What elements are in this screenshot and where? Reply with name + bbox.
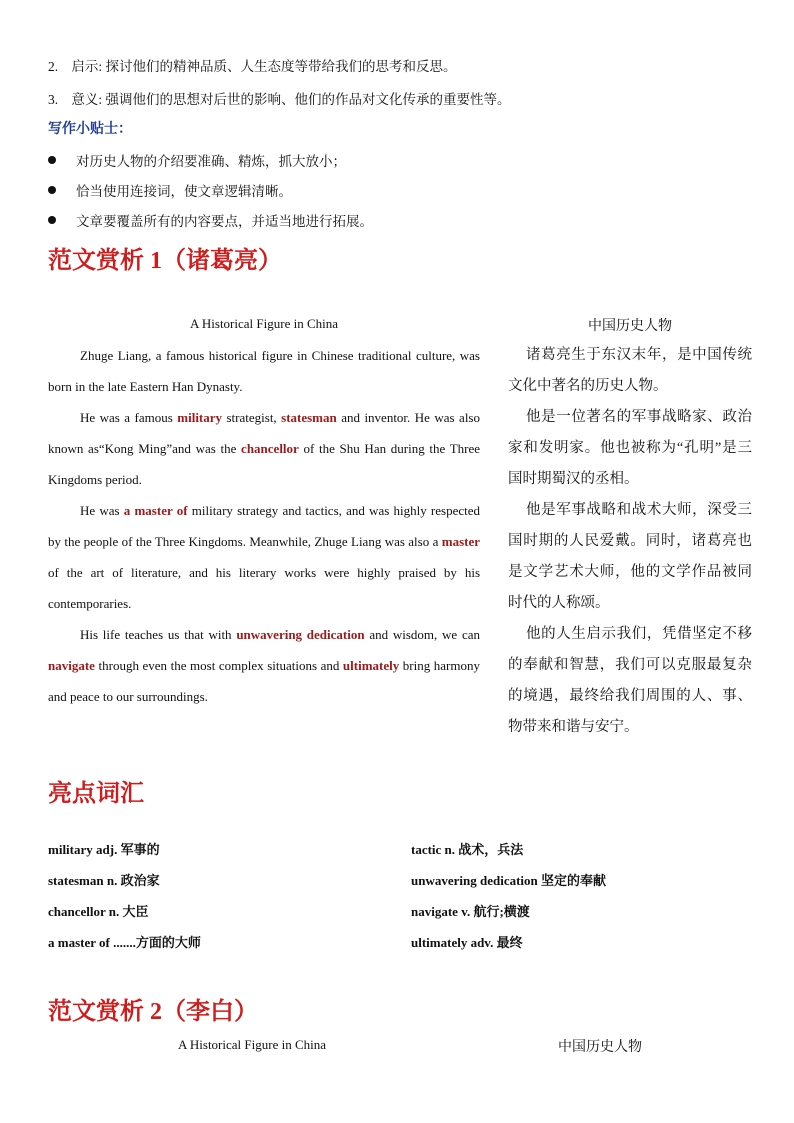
sample1-zh-column [508,340,752,743]
bullet-icon [48,186,56,194]
vocab-item: unwavering dedication 坚定的奉献 [411,873,607,888]
zh-paragraph: 他是军事战略和战术大师，深受三国时期的人民爱戴。同时，诸葛亮也是文学艺术大师，他的文学作品被同时代的人称颂。 [508,502,752,611]
tips-title: 写作小贴士： [48,122,132,137]
vocab-item: tactic n. 战术，兵法 [411,842,524,857]
tips-item-text: 恰当使用连接词，使文章逻辑清晰。 [76,184,292,199]
tips-item [48,180,292,200]
vocab-item: military adj. 军事的 [48,842,160,857]
vocab-heading: 亮点词汇 [48,781,144,807]
highlight-word: a master of [123,503,188,518]
vocab-item: a master of .......方面的大师 [48,935,201,950]
sample2-zh-title: 中国历史人物 [558,1040,642,1055]
highlight-word: statesman [281,410,337,425]
en-paragraph [48,495,480,619]
en-text: of the Shu Han during the Three Kingdoms period. [48,441,481,487]
sample1-zh-title: 中国历史人物 [588,319,672,334]
intro-number: 3. [48,92,59,107]
en-text: He was a famous [80,410,178,425]
intro-number: 2. [48,59,59,74]
tips-item [48,150,346,170]
en-text: and inventor. He was also known as“Kong Ming”and was the [48,410,480,456]
sample2-en-title: A Historical Figure in China [177,1037,327,1052]
highlight-word: chancellor [241,441,299,456]
vocab-item: navigate v. 航行;横渡 [411,904,530,919]
en-text: of the art of literature, and his literary works were highly praised by his contemporaries. [48,565,480,611]
sample1-en-title: A Historical Figure in China [189,316,339,331]
tips-item [48,210,373,230]
intro-text: 启示: 探讨他们的精神品质、人生态度等带给我们的思考和反思。 [71,59,457,74]
en-text: His life teaches us that with [80,627,237,642]
en-paragraph [48,619,480,712]
highlight-word: ultimately [342,658,400,673]
sample1-en-column [48,340,480,712]
highlight-word: military [177,410,223,425]
en-text: through even the most complex situations and [94,658,343,673]
zh-paragraph: 他的人生启示我们，凭借坚定不移的奉献和智慧，我们可以克服最复杂的境遇，最终给我们周围的人、事、物带来和谐与安宁。 [508,626,752,735]
vocab-item: ultimately adv. 最终 [411,935,523,950]
bullet-icon [48,156,56,164]
intro-line-2 [48,55,457,75]
sample2-heading: 范文赏析 2（李白） [48,999,258,1025]
en-text: and wisdom, we can [364,627,480,642]
zh-paragraph: 诸葛亮生于东汉末年，是中国传统文化中著名的历史人物。 [508,347,752,394]
tips-item-text: 对历史人物的介绍要准确、精炼，抓大放小； [76,154,346,169]
highlight-word: master [441,534,480,549]
bullet-icon [48,216,56,224]
highlight-word: unwavering dedication [236,627,365,642]
sample1-heading: 范文赏析 1（诸葛亮） [48,248,282,274]
zh-paragraph: 他是一位著名的军事战略家、政治家和发明家。他也被称为“孔明”是三国时期蜀汉的丞相。 [508,409,752,487]
en-paragraph [48,402,480,495]
highlight-word: navigate [48,658,95,673]
vocab-item: statesman n. 政治家 [48,873,160,888]
en-text: strategist, [222,410,282,425]
intro-line-3 [48,88,511,108]
vocab-item: chancellor n. 大臣 [48,904,149,919]
en-text: military strategy and tactics, and was highly respected by the people of the Three Kingdoms. Meanwhile, Zhuge Liang was also a [48,503,480,549]
en-text: Zhuge Liang, a famous historical figure in Chinese traditional culture, was born in the late Eastern Han Dynasty. [48,348,480,394]
en-text: bring harmony and peace to our surroundings. [48,658,480,704]
intro-text: 意义: 强调他们的思想对后世的影响、他们的作品对文化传承的重要性等。 [71,92,511,107]
tips-item-text: 文章要覆盖所有的内容要点，并适当地进行拓展。 [76,214,373,229]
en-text: He was [80,503,124,518]
en-paragraph [48,340,480,402]
